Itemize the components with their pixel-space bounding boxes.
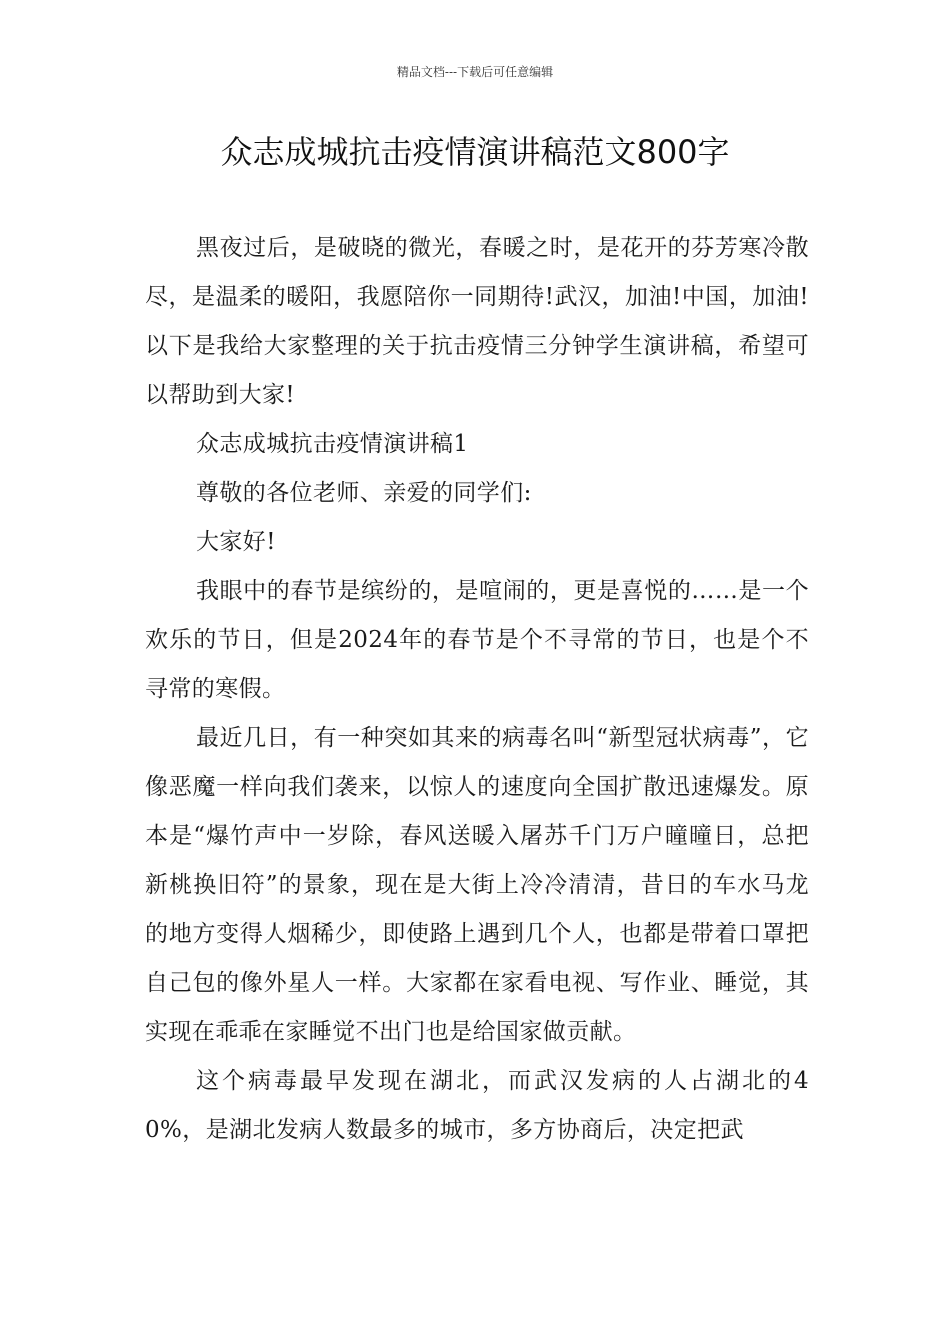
paragraph-spring-festival: 我眼中的春节是缤纷的，是喧闹的，更是喜悦的……是一个欢乐的节日，但是2024年的春节是个不寻常的节日，也是个不寻常的寒假。 (145, 578, 809, 702)
page-header: 精品文档---下载后可任意编辑 (396, 65, 554, 79)
document-body (145, 224, 809, 1155)
paragraph-salutation: 尊敬的各位老师、亲爱的同学们: (196, 480, 532, 506)
paragraph-intro: 黑夜过后，是破晓的微光，春暖之时，是花开的芬芳寒冷散尽，是温柔的暖阳，我愿陪你一同期待!武汉，加油!中国，加油!以下是我给大家整理的关于抗击疫情三分钟学生演讲稿，希望可以帮助到大家! (145, 235, 809, 408)
paragraph-virus-outbreak: 最近几日，有一种突如其来的病毒名叫“新型冠状病毒”，它像恶魔一样向我们袭来，以惊人的速度向全国扩散迅速爆发。原本是“爆竹声中一岁除，春风送暖入屠苏千门万户曈曈日，总把新桃换旧符”的景象，现在是大街上冷冷清清，昔日的车水马龙的地方变得人烟稀少，即使路上遇到几个人，也都是带着口罩把自己包的像外星人一样。大家都在家看电视、写作业、睡觉，其实现在乖乖在家睡觉不出门也是给国家做贡献。 (145, 725, 809, 1045)
paragraph-greeting: 大家好! (196, 529, 276, 555)
paragraph-speech-heading: 众志成城抗击疫情演讲稿1 (196, 431, 469, 457)
paragraph-hubei: 这个病毒最早发现在湖北，而武汉发病的人占湖北的40%，是湖北发病人数最多的城市，多方协商后，决定把武 (145, 1068, 809, 1143)
document-title: 众志成城抗击疫情演讲稿范文800字 (220, 133, 730, 171)
